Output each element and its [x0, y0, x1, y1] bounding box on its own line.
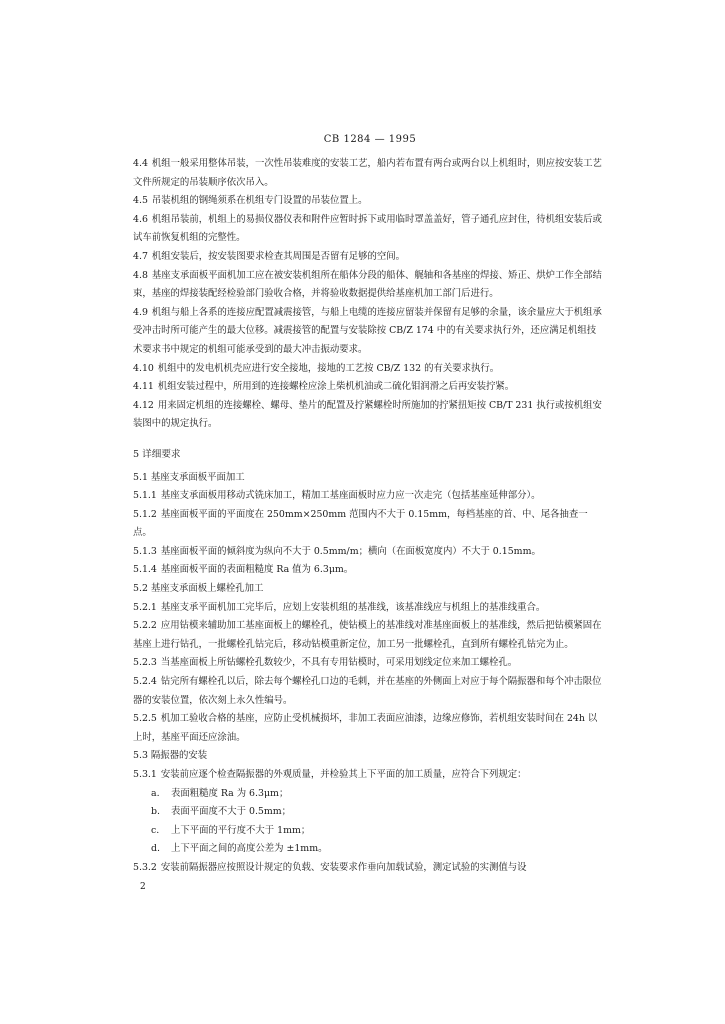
paragraph-text: 机组安装后，按安装图要求检查其周围是否留有足够的空间。	[151, 250, 406, 262]
paragraph-text: 钻完所有螺栓孔以后，除去每个螺栓孔口边的毛刺，并在基座的外侧面上对应于每个隔振器和每个冲击限位器的安装位置，依次刻上永久性编号。	[133, 676, 602, 706]
paragraph	[133, 192, 603, 211]
paragraph-number: 4.7	[133, 250, 148, 262]
paragraph-text: 基座面板平面的表面粗糙度 Ra 值为 6.3μm。	[160, 564, 354, 576]
paragraph-number: 5.1.2	[133, 508, 157, 520]
paragraph	[133, 211, 603, 248]
paragraph	[133, 543, 603, 562]
paragraph	[133, 397, 603, 434]
paragraph-text: 安装前应逐个检查隔振器的外观质量，并检验其上下平面的加工质量，应符合下列规定：	[160, 769, 527, 780]
paragraph-number: 5.2.5	[133, 713, 157, 725]
paragraph	[133, 487, 603, 506]
paragraph	[133, 599, 603, 618]
paragraph	[133, 267, 603, 304]
paragraph-text: 基座支承面板平面机加工应在被安装机组所在船体分段的船体、艉轴和各基座的焊接、矫正、烘炉工作全部结束，基座的焊接装配经检验部门验收合格，并将验收数据提供给基座机加工部门后进行。	[133, 269, 602, 300]
document-body	[133, 155, 603, 878]
paragraph-text: 吊装机组的钢绳须系在机组专门设置的吊装位置上。	[151, 195, 368, 207]
paragraph-number: 5.2.3	[133, 657, 157, 669]
paragraph-number: 5.1.4	[133, 564, 157, 576]
paragraph	[133, 248, 603, 267]
paragraph	[133, 378, 603, 397]
paragraph-text: 机组一般采用整体吊装，一次性吊装难度的安装工艺，船内若布置有两台或两台以上机组时，则应按安装工艺文件所规定的吊装顺序依次吊入。	[133, 158, 602, 188]
subsection-5-1-title: 5.1 基座支承面板平面加工	[133, 471, 245, 483]
paragraph-text: 基座面板平面的倾斜度为纵向不大于 0.5mm/m；横向（在面板宽度内）不大于 0.15mm。	[160, 545, 541, 557]
paragraph-text: 基座支承平面机加工完毕后，应划上安装机组的基准线，该基准线应与机组上的基准线重合。	[160, 601, 546, 613]
paragraph-text: 机组吊装前，机组上的易损仪器仪表和附件应暂时拆下或用临时罩盖盖好，管子通孔应封住，待机组安装后或试车前恢复机组的完整性。	[133, 213, 602, 244]
page-header-code: CB 1284 — 1995	[323, 134, 417, 145]
page-number: 2	[140, 882, 146, 892]
list-item-text: 上下平面之间的高度公差为 ±1mm。	[171, 843, 328, 855]
paragraph	[133, 561, 603, 580]
paragraph-5-3-2	[133, 859, 603, 878]
list-marker: d.	[151, 843, 160, 855]
paragraph-number: 5.3.1	[133, 769, 157, 780]
paragraph-text: 基座支承面板用移动式铣床加工，精加工基座面板时应力应一次走完（包括基座延伸部分）。	[160, 490, 541, 502]
paragraph-number: 4.11	[133, 381, 154, 393]
subsection-5-3-title: 5.3 隔振器的安装	[133, 750, 208, 762]
list-item	[151, 840, 603, 859]
subsection-5-2-paragraphs	[133, 599, 603, 748]
requirements-list	[133, 785, 603, 859]
paragraph-number: 5.3.2	[133, 861, 157, 873]
paragraph	[133, 654, 603, 673]
list-marker: b.	[151, 806, 160, 818]
list-marker: a.	[151, 787, 160, 799]
paragraph-text: 机组中的发电机机壳应进行安全接地，接地的工艺按 CB/Z 132 的有关要求执行。	[157, 362, 500, 374]
paragraph-number: 4.9	[133, 306, 148, 318]
paragraph-number: 5.2.4	[133, 676, 157, 688]
paragraph-text: 机组与船上各系的连接应配置减震接管，与船上电缆的连接应留装并保留有足够的余量，该余量应大于机组承受冲击时所可能产生的最大位移。减震接管的配置与安装除按 CB/Z 174 中的有关要求执行外，还应满足机组技术要求书中规定的机组可能承受到的最大冲击振动要求。	[133, 306, 602, 355]
paragraph-text: 用来固定机组的连接螺栓、螺母、垫片的配置及拧紧螺栓时所施加的拧紧扭矩按 CB/T 231 执行或按机组安装图中的规定执行。	[133, 399, 602, 430]
section-5-title: 5 详细要求	[133, 448, 181, 460]
paragraph-text: 基座面板平面的平面度在 250mm×250mm 范围内不大于 0.15mm，每档基座的首、中、尾各抽查一点。	[133, 508, 588, 539]
paragraph	[133, 710, 603, 747]
paragraph	[133, 155, 603, 192]
paragraph-number: 4.6	[133, 213, 148, 225]
paragraph-number: 4.8	[133, 269, 148, 281]
paragraph-text: 安装前隔振器应按照设计规定的负载、安装要求作垂向加载试验，测定试验的实测值与设	[160, 861, 527, 873]
list-item-text: 表面粗糙度 Ra 为 6.3μm；	[171, 787, 289, 799]
section-4-paragraphs	[133, 155, 603, 434]
paragraph	[133, 304, 603, 360]
paragraph-number: 4.5	[133, 195, 148, 207]
paragraph	[133, 617, 603, 654]
list-item	[151, 822, 603, 841]
subsection-5-1-paragraphs	[133, 487, 603, 580]
paragraph-5-3-1	[133, 766, 603, 785]
paragraph-number: 5.2.2	[133, 620, 157, 632]
paragraph-number: 4.4	[133, 158, 148, 169]
paragraph	[133, 673, 603, 710]
list-item	[151, 785, 603, 804]
paragraph	[133, 360, 603, 379]
paragraph-text: 当基座面板上所钻螺栓孔数较少，不具有专用钻模时，可采用划线定位来加工螺栓孔。	[160, 657, 518, 669]
list-item	[151, 803, 603, 822]
paragraph-number: 5.1.1	[133, 490, 157, 502]
paragraph-number: 4.10	[133, 362, 154, 374]
paragraph-text: 应用钻模来辅助加工基座面板上的螺栓孔，使钻模上的基准线对准基座面板上的基准线，然后把钻模紧固在基座上进行钻孔，一批螺栓孔钻完后，移动钻模重新定位，加工另一批螺栓孔，直到所有螺栓孔钻完为止。	[133, 620, 602, 650]
paragraph-text: 机加工验收合格的基座，应防止受机械损坏，非加工表面应油漆，边缘应修饰，若机组安装时间在 24h 以上时，基座平面还应涂油。	[133, 713, 598, 743]
paragraph-text: 机组安装过程中，所用到的连接螺栓应涂上柴机机油或二硫化钼润滑之后再安装拧紧。	[157, 381, 515, 393]
paragraph-number: 4.12	[133, 399, 154, 411]
list-marker: c.	[151, 824, 160, 836]
list-item-text: 上下平面的平行度不大于 1mm；	[171, 824, 311, 836]
paragraph-number: 5.1.3	[133, 545, 157, 557]
list-item-text: 表面平面度不大于 0.5mm；	[171, 806, 292, 818]
subsection-5-2-title: 5.2 基座支承面板上螺栓孔加工	[133, 583, 264, 595]
paragraph-number: 5.2.1	[133, 601, 157, 613]
paragraph	[133, 506, 603, 543]
